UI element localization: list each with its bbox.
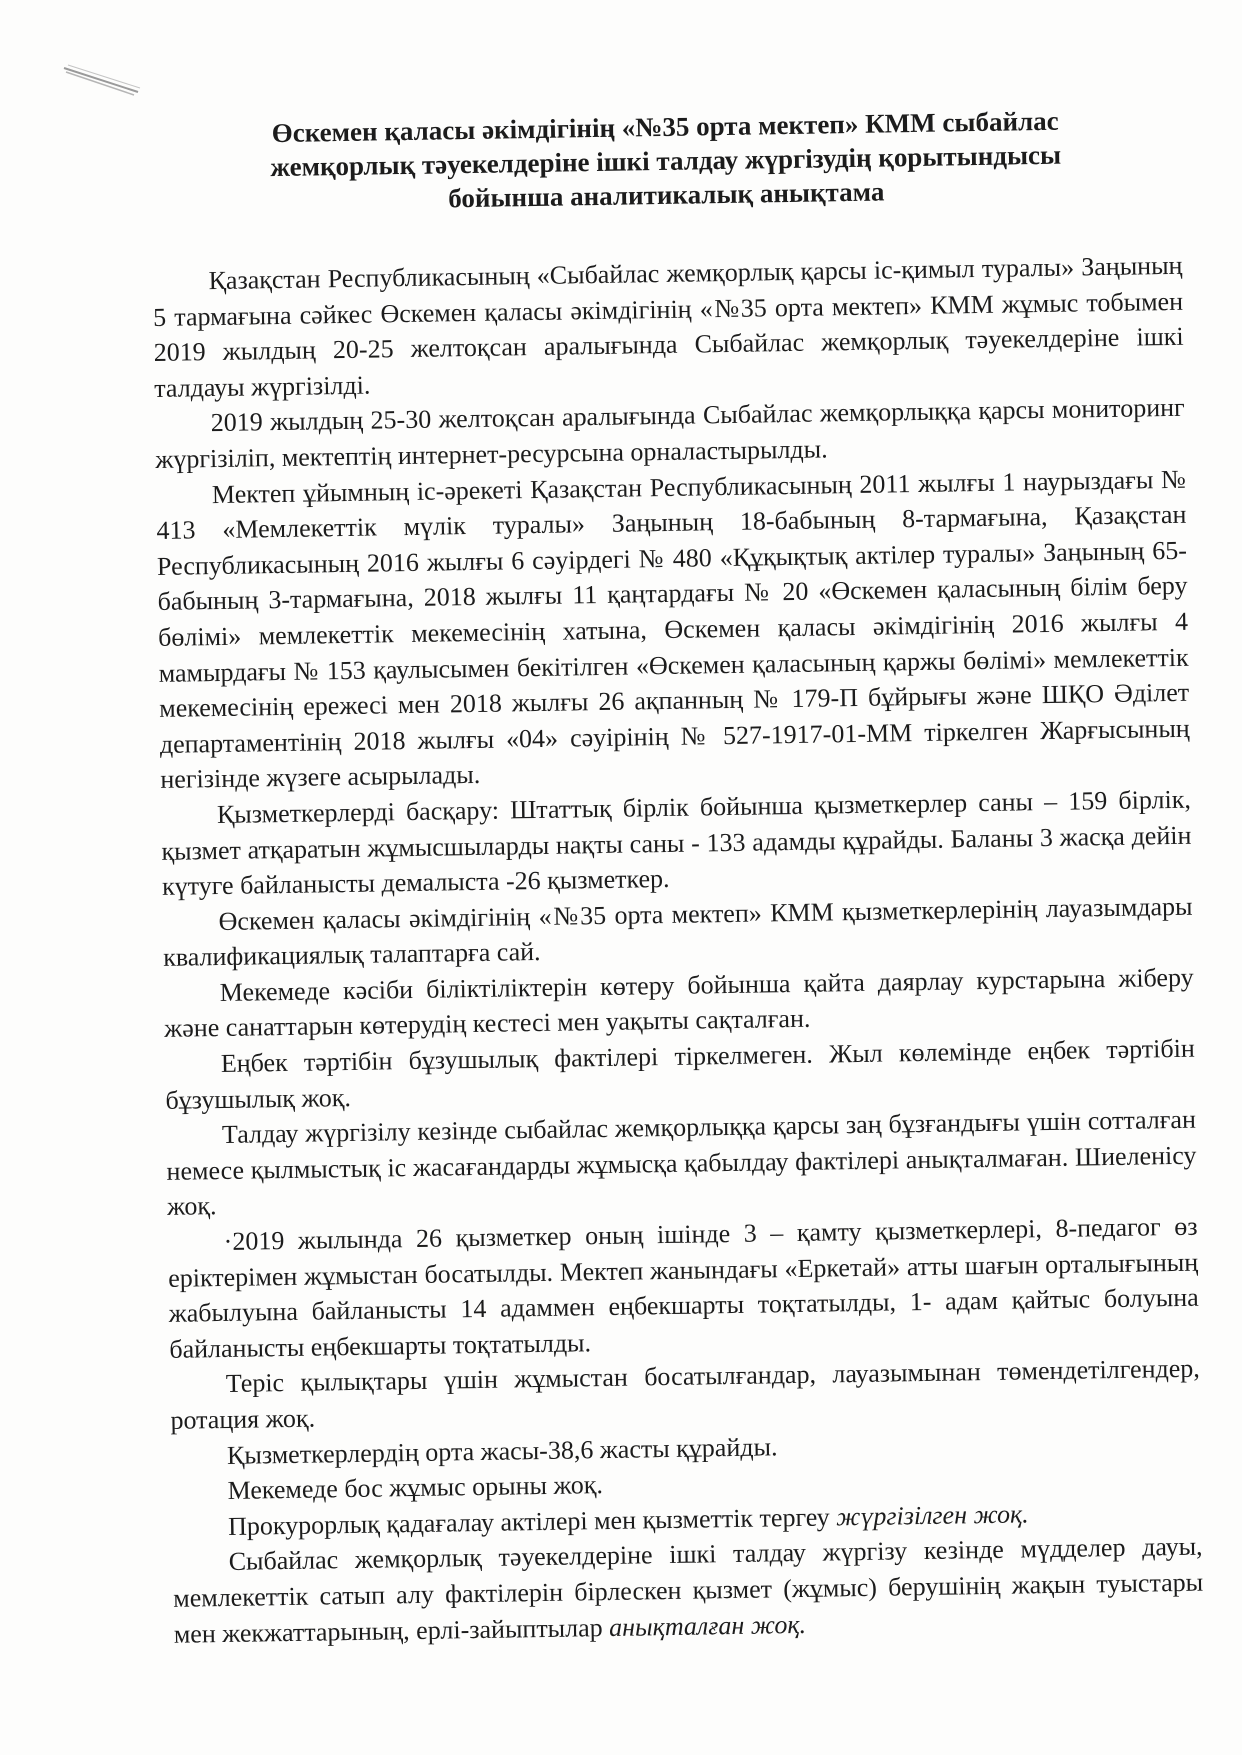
paragraph-average-age: Қызметкерлердің орта жасы-38,6 жасты құрайды. [226,1431,778,1470]
title-line-3: бойынша аналитикалық анықтама [448,176,885,214]
paragraph-vacancies: Мекемеде бос жұмыс орыны жоқ. [227,1470,604,1506]
paragraph-legal-basis: Қазақстан Республикасының «Сыбайлас жемқорлық қарсы іс-қимыл туралы» Заңының 5 тармағына сәйкес Өскемен қаласы әкімдігінің «№35 орта мектеп» КММ жұмыс тобымен 2019 жылдың 20-25 желтоқсан аралығында Сыбайлас жемқорлық тәуекелдеріне ішкі талдауы жүргізілді. [152,250,1184,403]
document-content [150,102,1204,1652]
paragraph-organization-activity: Мектеп ұйымның іс-әрекеті Қазақстан Республикасының 2011 жылғы 1 наурыздағы № 413 «Мемлекеттік мүлік туралы» Заңының 18-бабының 8-тармағына, Қазақстан Республикасының 2016 жылғы 6 сәуірдегі № 480 «Құқықтық актілер туралы» Заңының 65-бабының 3-тармағына, 2018 жылғы 11 қаңтардағы № 20 «Өскемен қаласының білім беру бөлімі» мемлекеттік мекемесінің хатына, Өскемен қаласы әкімдігінің 2016 жылғы 4 мамырдағы № 153 қаулысымен бекітілген «Өскемен қаласының қаржы бөлімі» мемлекеттік мекемесінің ережесі мен 2018 жылғы 26 ақпанның № 179-П бұйрығы және ШҚО Әділет департаментінің 2018 жылғы «04» сәуірінің № 527-1917-01-ММ тіркелген Жарғысының негізінде жүзеге асырылады. [156,464,1190,795]
title-line-2: жемқорлық тәуекелдеріне ішкі талдау жүргізудің қорытындысы [270,139,1062,183]
title-line-1: Өскемен қаласы әкімдігінің «№35 орта мектеп» КММ сыбайлас [271,105,1059,149]
prosecutor-emphasis: жүргізілген жоқ. [835,1499,1029,1532]
paragraph-misconduct: Теріс қылықтары үшін жұмыстан босатылғандар, лауазымынан төмендетілгендер, ротация жоқ. [170,1354,1201,1435]
paragraph-conflict-of-interest [172,1529,1204,1652]
paragraph-staff-management: Қызметкерлерді басқару: Штаттық бірлік бойынша қызметкерлер саны – 159 бірлік, қызмет атқаратын жұмысшыларды нақты саны - 133 адамды құрайды. Баланы 3 жасқа дейін күтуге байланысты демалыста -26 қызметкер. [161,784,1192,901]
prosecutor-text: Прокурорлық қадағалау актілері мен қызметтік тергеу [227,1502,837,1541]
conflict-emphasis: анықталған жоқ. [608,1609,807,1642]
paragraph-convictions: Талдау жүргізілу кезінде сыбайлас жемқорлыққа қарсы заң бұзғандығы үшін сотталған немесе қылмыстық іс жасағандарды жұмысқа қабылдау фактілері анықталмаған. Шиеленісу жоқ. [166,1104,1197,1222]
paragraph-monitoring: 2019 жылдың 25-30 желтоқсан аралығында Сыбайлас жемқорлыққа қарсы мониторинг жүргізіліп, мектептің интернет-ресурсына орналастырылды. [155,393,1185,474]
paragraph-dismissals: ·2019 жылында 26 қызметкер оның ішінде 3 – қамту қызметкерлері, 8-педагог өз еріктерімен жұмыстан босатылды. Мектеп жанындағы «Еркетай» атты шағын орталығының жабылуына байланысты 14 адаммен еңбекшарты тоқтатылды, 1- адам қайтыс болуына байланысты еңбекшарты тоқтатылды. [167,1211,1199,1364]
paragraph-qualification: Өскемен қаласы әкімдігінің «№35 орта мектеп» КММ қызметкерлерінің лауазымдары квалификациялық талаптарға сай. [162,891,1193,973]
paragraph-training: Мекемеде кәсіби біліктіліктерін көтеру бойынша қайта даярлау курстарына жіберу және санаттарын көтерудің кестесі мен уақыты сақталған. [164,962,1194,1044]
document-body [152,248,1204,1652]
conflict-text: Сыбайлас жемқорлық тәуекелдеріне ішкі талдау жүргізу кезінде мүдделер дауы, мемлекеттік сатып алу фактілерін бірлескен қызмет (жұмыс) берушінің жақын туыстары мен жекжаттарының, ерлі-зайыптылар [173,1532,1204,1649]
document-title [150,102,1181,220]
pen-stroke-mark [62,62,142,98]
paragraph-labor-discipline: Еңбек тәртібін бұзушылық фактілері тіркелмеген. Жыл көлемінде еңбек тәртібін бұзушылық жоқ. [165,1033,1195,1115]
